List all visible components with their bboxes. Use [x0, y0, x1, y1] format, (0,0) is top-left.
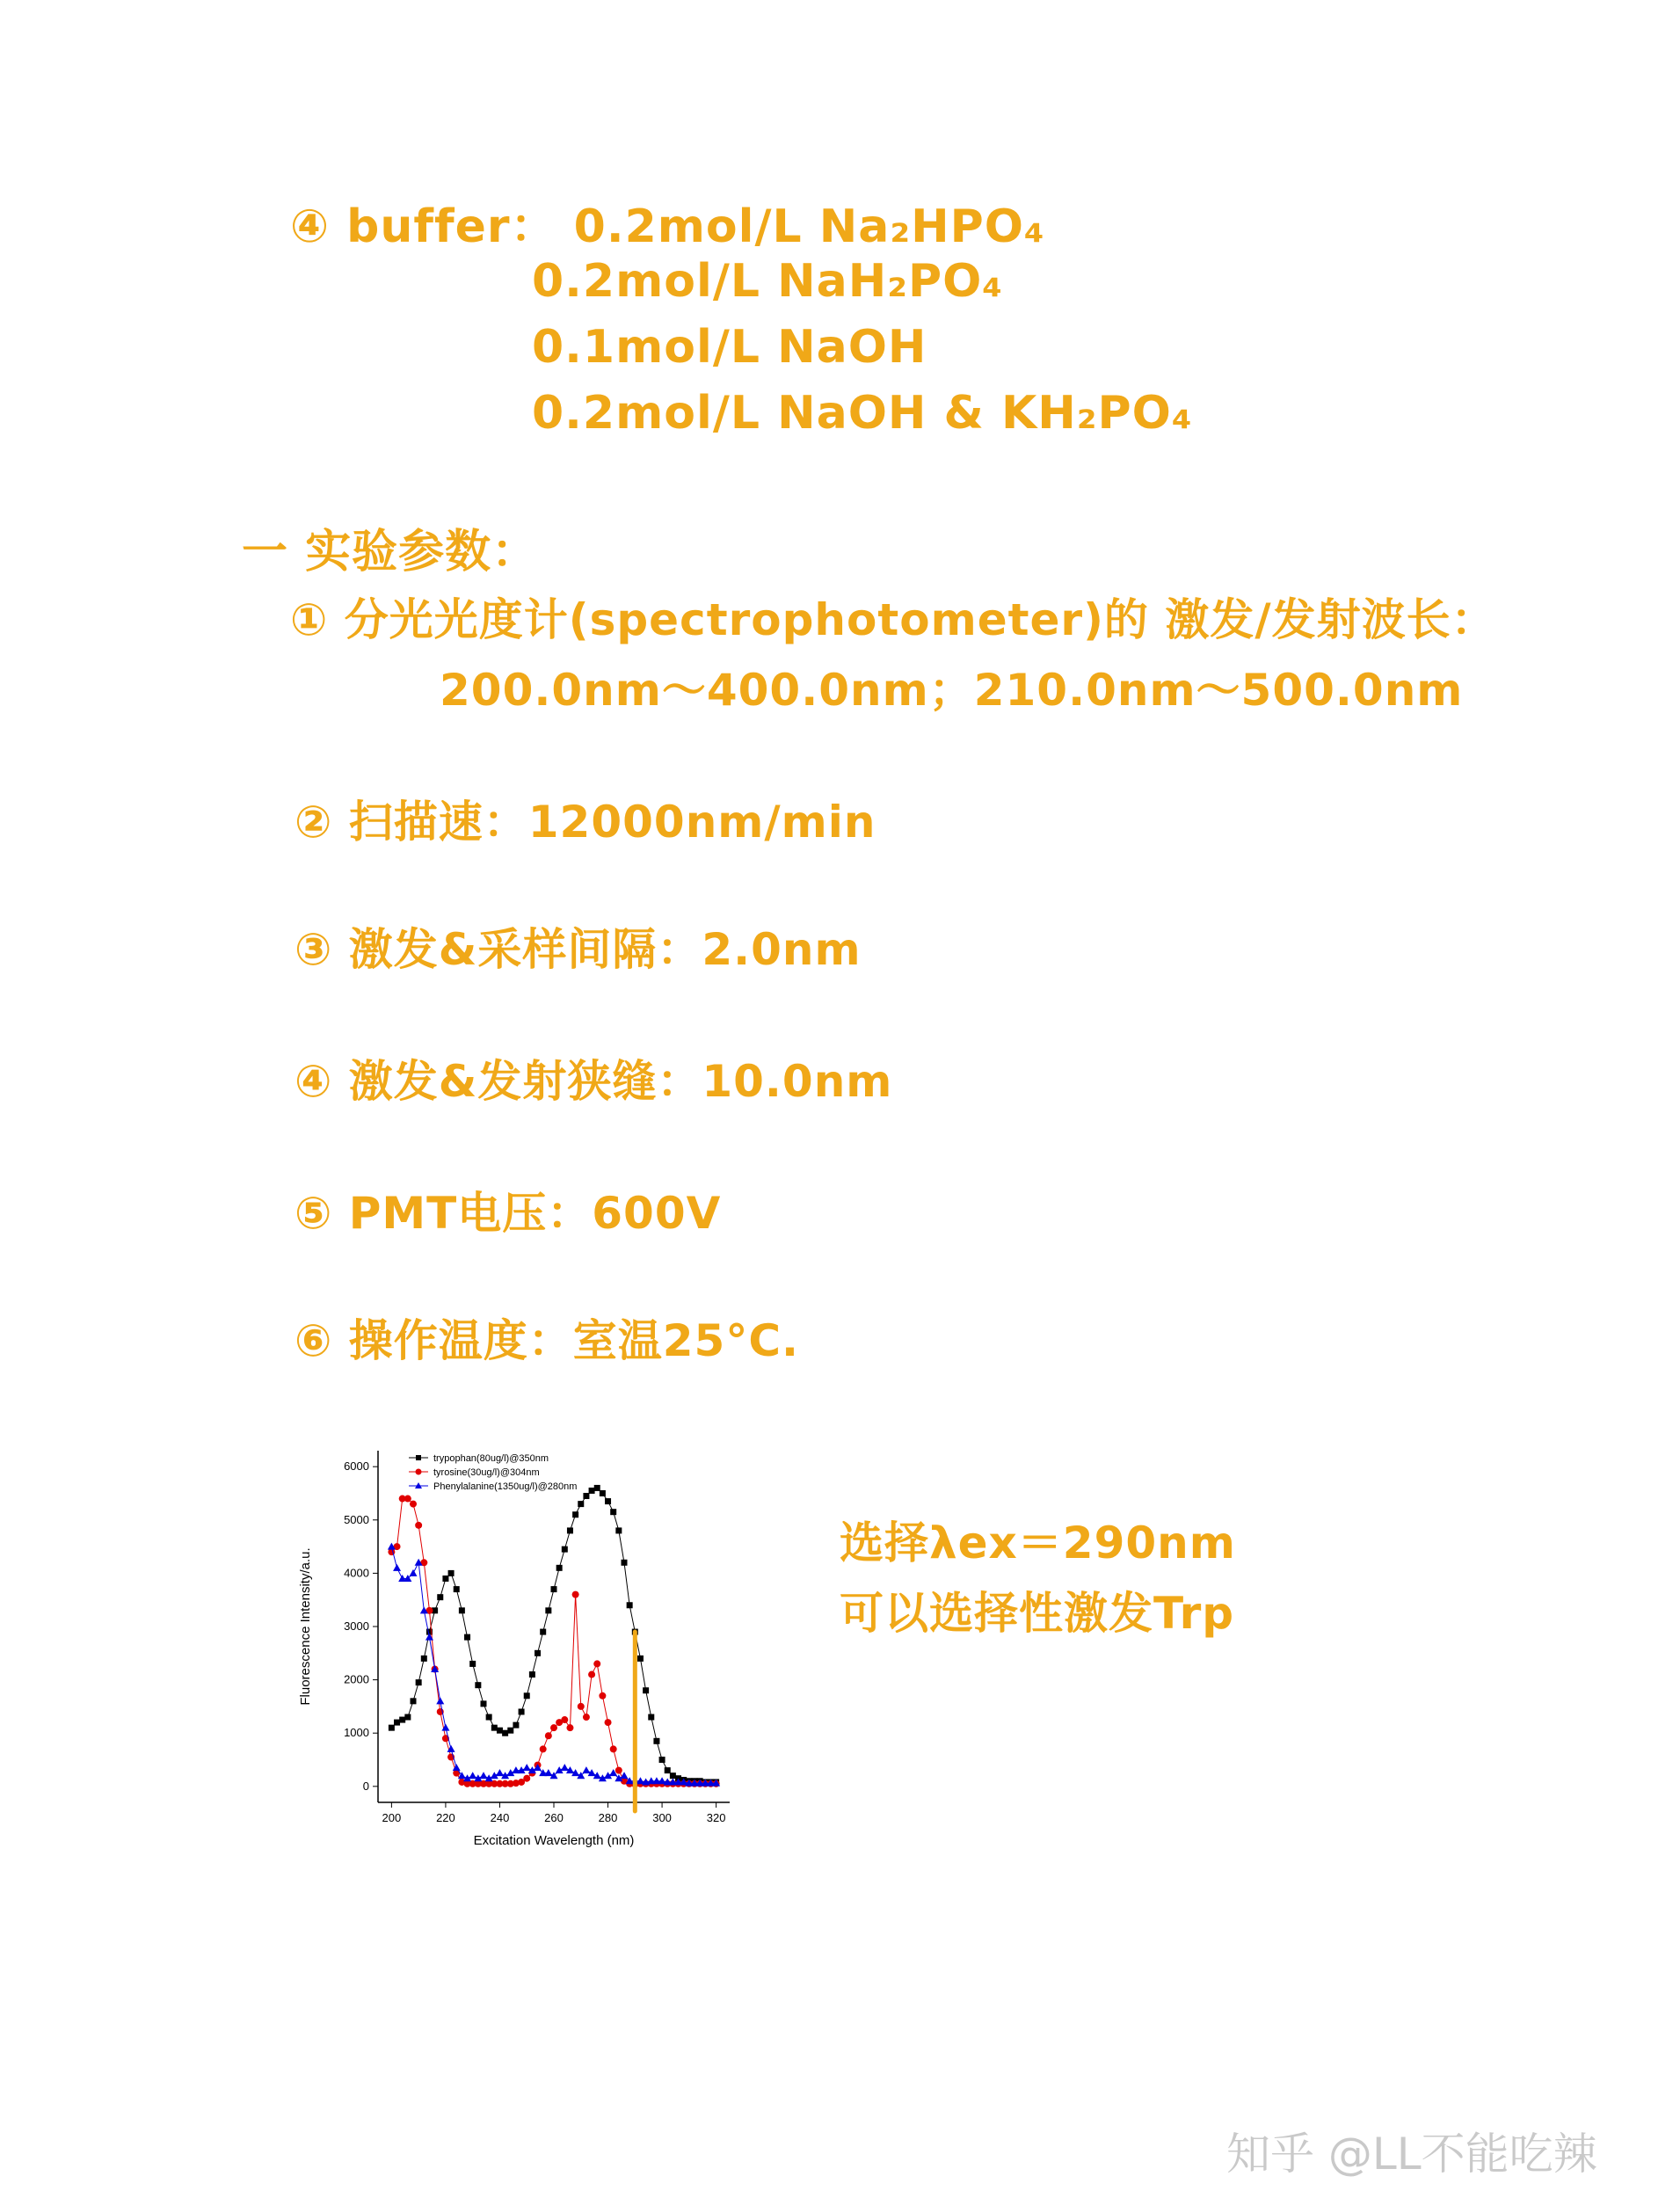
data-point: [665, 1767, 671, 1773]
series-line: [391, 1499, 716, 1785]
data-point: [507, 1728, 513, 1734]
legend-label: Phenylalanine(1350ug/l)@280nm: [433, 1481, 578, 1492]
param-pmt-voltage: ⑤ PMT电压：600V: [295, 1188, 722, 1239]
fluorescence-chart: [290, 1442, 747, 1864]
x-tick-label: 220: [436, 1811, 455, 1824]
data-point: [415, 1522, 422, 1529]
data-point: [648, 1714, 654, 1721]
data-point: [556, 1565, 563, 1571]
data-point: [622, 1560, 628, 1566]
y-tick-label: 4000: [344, 1566, 369, 1580]
data-point: [550, 1724, 557, 1731]
data-point: [399, 1717, 405, 1723]
data-point: [659, 1757, 665, 1763]
param-temperature: ⑥ 操作温度：室温25°C.: [295, 1315, 800, 1366]
data-point: [637, 1656, 644, 1662]
data-point: [643, 1687, 649, 1693]
buffer-line-1: ④ buffer： 0.2mol/L Na₂HPO₄: [290, 200, 1045, 253]
data-point: [653, 1738, 659, 1744]
data-point: [491, 1725, 498, 1731]
data-point: [502, 1730, 508, 1736]
data-point: [610, 1745, 617, 1752]
chart-note-excitation: 选择λex＝290nm: [840, 1517, 1236, 1568]
data-point: [404, 1496, 411, 1503]
chart-note-selective: 可以选择性激发Trp: [840, 1588, 1235, 1639]
data-point: [610, 1509, 616, 1515]
section-title: 一 实验参数：: [242, 526, 539, 579]
data-point: [599, 1692, 606, 1699]
x-tick-label: 240: [490, 1811, 510, 1824]
data-point: [481, 1700, 487, 1707]
data-point: [605, 1719, 612, 1726]
data-point: [594, 1485, 600, 1491]
y-tick-label: 0: [362, 1779, 369, 1793]
data-point: [404, 1714, 411, 1721]
data-point: [582, 1766, 590, 1773]
data-point: [593, 1660, 600, 1667]
data-point: [566, 1724, 573, 1731]
param-wavelength-values: 200.0nm～400.0nm；210.0nm～500.0nm: [440, 665, 1464, 716]
y-tick-label: 1000: [344, 1726, 369, 1740]
data-point: [540, 1745, 547, 1752]
y-axis-label: Fluorescence Intensity/a.u.: [298, 1547, 313, 1706]
data-point: [572, 1591, 579, 1598]
data-point: [572, 1511, 578, 1517]
chart-legend: [409, 1453, 577, 1492]
data-point: [523, 1764, 531, 1771]
data-point: [475, 1682, 481, 1688]
chart-series: [388, 1485, 720, 1811]
x-tick-label: 300: [652, 1811, 672, 1824]
data-point: [535, 1650, 541, 1656]
data-point: [480, 1772, 488, 1779]
buffer-line-3: 0.1mol/L NaOH: [532, 321, 927, 374]
data-point: [529, 1671, 535, 1678]
data-point: [486, 1714, 492, 1721]
data-point: [524, 1692, 530, 1699]
data-point: [561, 1764, 569, 1771]
param-wavelength: ① 分光光度计(spectrophotometer)的 激发/发射波长：: [290, 594, 1496, 645]
data-point: [436, 1697, 444, 1704]
legend-marker: [416, 1455, 421, 1460]
data-point: [464, 1634, 470, 1641]
legend-marker: [416, 1469, 422, 1475]
x-tick-label: 280: [598, 1811, 618, 1824]
x-axis-label: Excitation Wavelength (nm): [473, 1833, 635, 1848]
y-tick-label: 5000: [344, 1512, 369, 1526]
data-point: [416, 1679, 422, 1685]
data-point: [588, 1671, 595, 1678]
param-interval: ③ 激发&采样间隔：2.0nm: [295, 924, 862, 975]
buffer-line-2: 0.2mol/L NaH₂PO₄: [532, 255, 1004, 308]
data-point: [540, 1629, 546, 1635]
y-tick-label: 3000: [344, 1619, 369, 1633]
legend-label: trypophan(80ug/l)@350nm: [433, 1453, 549, 1464]
data-point: [627, 1602, 633, 1608]
data-point: [561, 1716, 568, 1723]
x-tick-label: 260: [544, 1811, 564, 1824]
data-point: [615, 1767, 622, 1774]
data-point: [562, 1547, 568, 1553]
param-slit: ④ 激发&发射狭缝：10.0nm: [295, 1056, 893, 1107]
data-point: [410, 1569, 418, 1576]
data-point: [513, 1722, 519, 1729]
data-point: [670, 1772, 676, 1779]
y-tick-label: 2000: [344, 1672, 369, 1686]
data-point: [393, 1564, 401, 1571]
data-point: [605, 1498, 611, 1504]
data-point: [411, 1698, 417, 1704]
data-point: [469, 1661, 476, 1667]
data-point: [389, 1725, 395, 1731]
data-point: [545, 1732, 552, 1739]
param-scan-speed: ② 扫描速：12000nm/min: [295, 797, 876, 848]
data-point: [442, 1576, 448, 1582]
data-point: [454, 1586, 460, 1592]
x-tick-label: 320: [706, 1811, 726, 1824]
buffer-line-4: 0.2mol/L NaOH & KH₂PO₄: [532, 387, 1193, 440]
data-point: [578, 1703, 585, 1710]
chart-svg: [290, 1442, 747, 1864]
data-point: [567, 1527, 573, 1533]
data-point: [469, 1772, 476, 1779]
x-tick-label: 200: [382, 1811, 402, 1824]
data-point: [410, 1501, 417, 1508]
data-point: [615, 1527, 622, 1533]
data-point: [544, 1769, 552, 1776]
data-point: [459, 1607, 465, 1613]
data-point: [589, 1488, 595, 1494]
data-point: [583, 1714, 590, 1721]
legend-label: tyrosine(30ug/l)@304nm: [433, 1467, 540, 1478]
data-point: [394, 1720, 400, 1726]
data-point: [551, 1586, 557, 1592]
data-point: [437, 1594, 443, 1600]
data-point: [497, 1728, 503, 1734]
series-line: [391, 1547, 716, 1783]
data-point: [448, 1570, 455, 1576]
data-point: [600, 1490, 606, 1496]
watermark: 知乎 @LL不能吃辣: [1226, 2129, 1597, 2180]
data-point: [421, 1656, 427, 1662]
series-line: [391, 1488, 716, 1782]
data-point: [496, 1769, 504, 1776]
data-point: [545, 1607, 551, 1613]
data-point: [583, 1493, 589, 1499]
data-point: [523, 1775, 530, 1782]
data-point: [578, 1501, 584, 1507]
y-tick-label: 6000: [344, 1459, 369, 1474]
data-point: [519, 1708, 525, 1714]
